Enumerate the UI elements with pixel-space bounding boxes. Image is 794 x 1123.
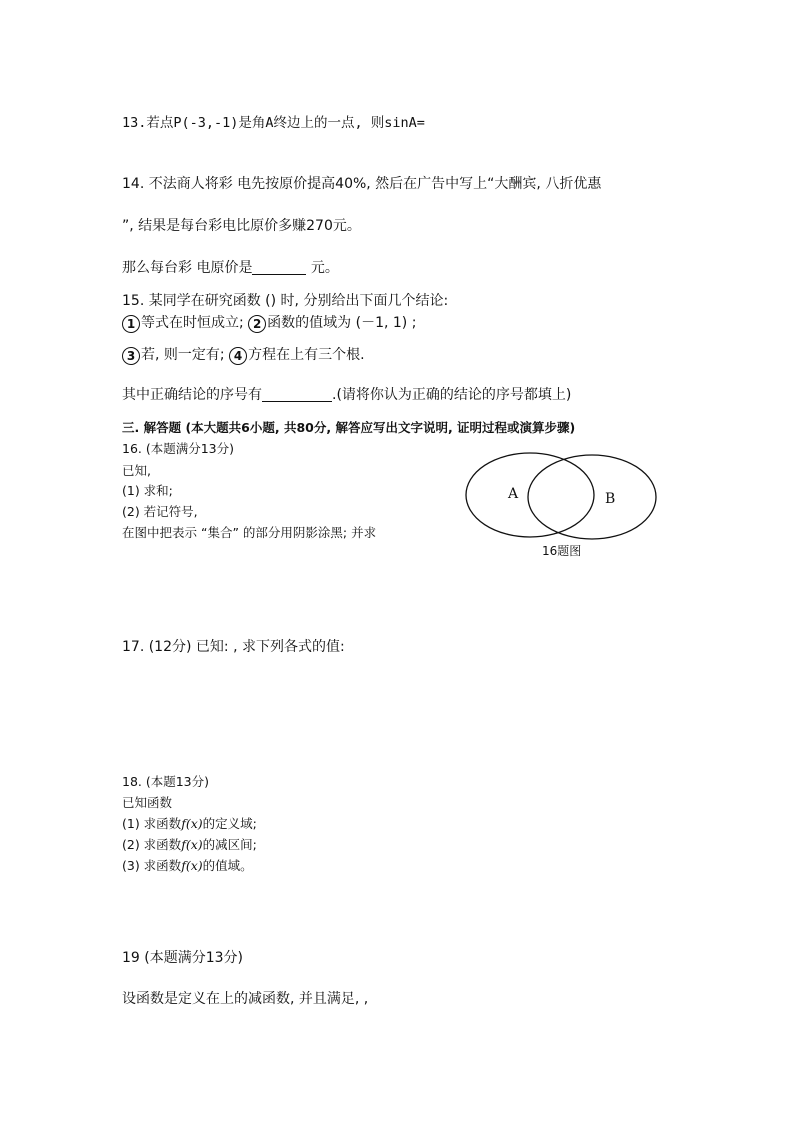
- venn-diagram: [462, 448, 662, 542]
- question-18-part-3: [122, 857, 253, 875]
- conclusion-3: 若, 则一定有;: [141, 347, 225, 363]
- answer-blank: [262, 387, 332, 402]
- circled-number-4: 4: [229, 347, 247, 365]
- part-3-text: (3) 求函数: [122, 858, 182, 873]
- conclusion-2: 函数的值域为 (－1, 1) ;: [267, 315, 417, 331]
- part-2-text: (2) 求函数: [122, 837, 182, 852]
- part-3-suffix: 的值域。: [202, 858, 253, 873]
- circled-number-2: 2: [248, 315, 266, 333]
- part-2-suffix: 的减区间;: [202, 837, 257, 852]
- question-19-text: 设函数是定义在上的减函数, 并且满足, ,: [122, 991, 369, 1007]
- question-15-conclusions-3-4: [122, 346, 365, 365]
- answer-blank: [252, 260, 306, 275]
- question-15-answer: [122, 386, 571, 404]
- conclusion-4: 方程在上有三个根.: [248, 347, 365, 363]
- question-15-answer-note: .(请将你认为正确的结论的序号都填上): [332, 387, 572, 403]
- set-a-ellipse: [466, 453, 594, 537]
- figure-caption: 16题图: [542, 544, 582, 558]
- question-14-unit: 元。: [306, 260, 339, 276]
- question-15-conclusions-1-2: [122, 314, 416, 333]
- set-a-label: A: [508, 486, 519, 502]
- question-16-title: 16. (本题满分13分): [122, 441, 235, 456]
- question-14-line-1: 14. 不法商人将彩 电先按原价提高40%, 然后在广告中写上“大酬宾, 八折优惠: [122, 176, 602, 192]
- question-16-part-2: (2) 若记符号,: [122, 504, 198, 519]
- conclusion-1: 等式在时恒成立;: [141, 315, 244, 331]
- function-symbol: f(x): [181, 837, 203, 852]
- part-1-text: (1) 求函数: [122, 816, 182, 831]
- question-18-given: 已知函数: [122, 795, 173, 810]
- set-b-label: B: [605, 491, 616, 507]
- circled-number-3: 3: [122, 347, 140, 365]
- question-19-title: 19 (本题满分13分): [122, 950, 244, 966]
- part-1-suffix: 的定义域;: [202, 816, 257, 831]
- question-18-part-1: [122, 815, 257, 833]
- question-15-intro: 15. 某同学在研究函数 () 时, 分别给出下面几个结论:: [122, 293, 449, 309]
- question-16-part-1: (1) 求和;: [122, 483, 173, 498]
- section-heading: 三. 解答题 (本大题共6小题, 共80分, 解答应写出文字说明, 证明过程或演算步骤): [122, 420, 576, 435]
- question-14-line-3: [122, 259, 339, 277]
- function-symbol: f(x): [181, 858, 203, 873]
- question-16-given: 已知,: [122, 463, 151, 478]
- question-15-answer-label: 其中正确结论的序号有: [122, 387, 262, 403]
- question-17: 17. (12分) 已知: , 求下列各式的值:: [122, 639, 345, 655]
- question-18-part-2: [122, 836, 257, 854]
- set-b-ellipse: [528, 455, 656, 539]
- question-13: 13.若点P(-3,-1)是角A终边上的一点, 则sinA=: [122, 115, 425, 131]
- question-14-text: 那么每台彩 电原价是: [122, 260, 253, 276]
- function-symbol: f(x): [181, 816, 203, 831]
- circled-number-1: 1: [122, 315, 140, 333]
- question-16-part-3: 在图中把表示 “集合” 的部分用阴影涂黑; 并求: [122, 525, 377, 540]
- question-18-title: 18. (本题13分): [122, 774, 210, 789]
- question-14-line-2: ”, 结果是每台彩电比原价多赚270元。: [122, 218, 361, 234]
